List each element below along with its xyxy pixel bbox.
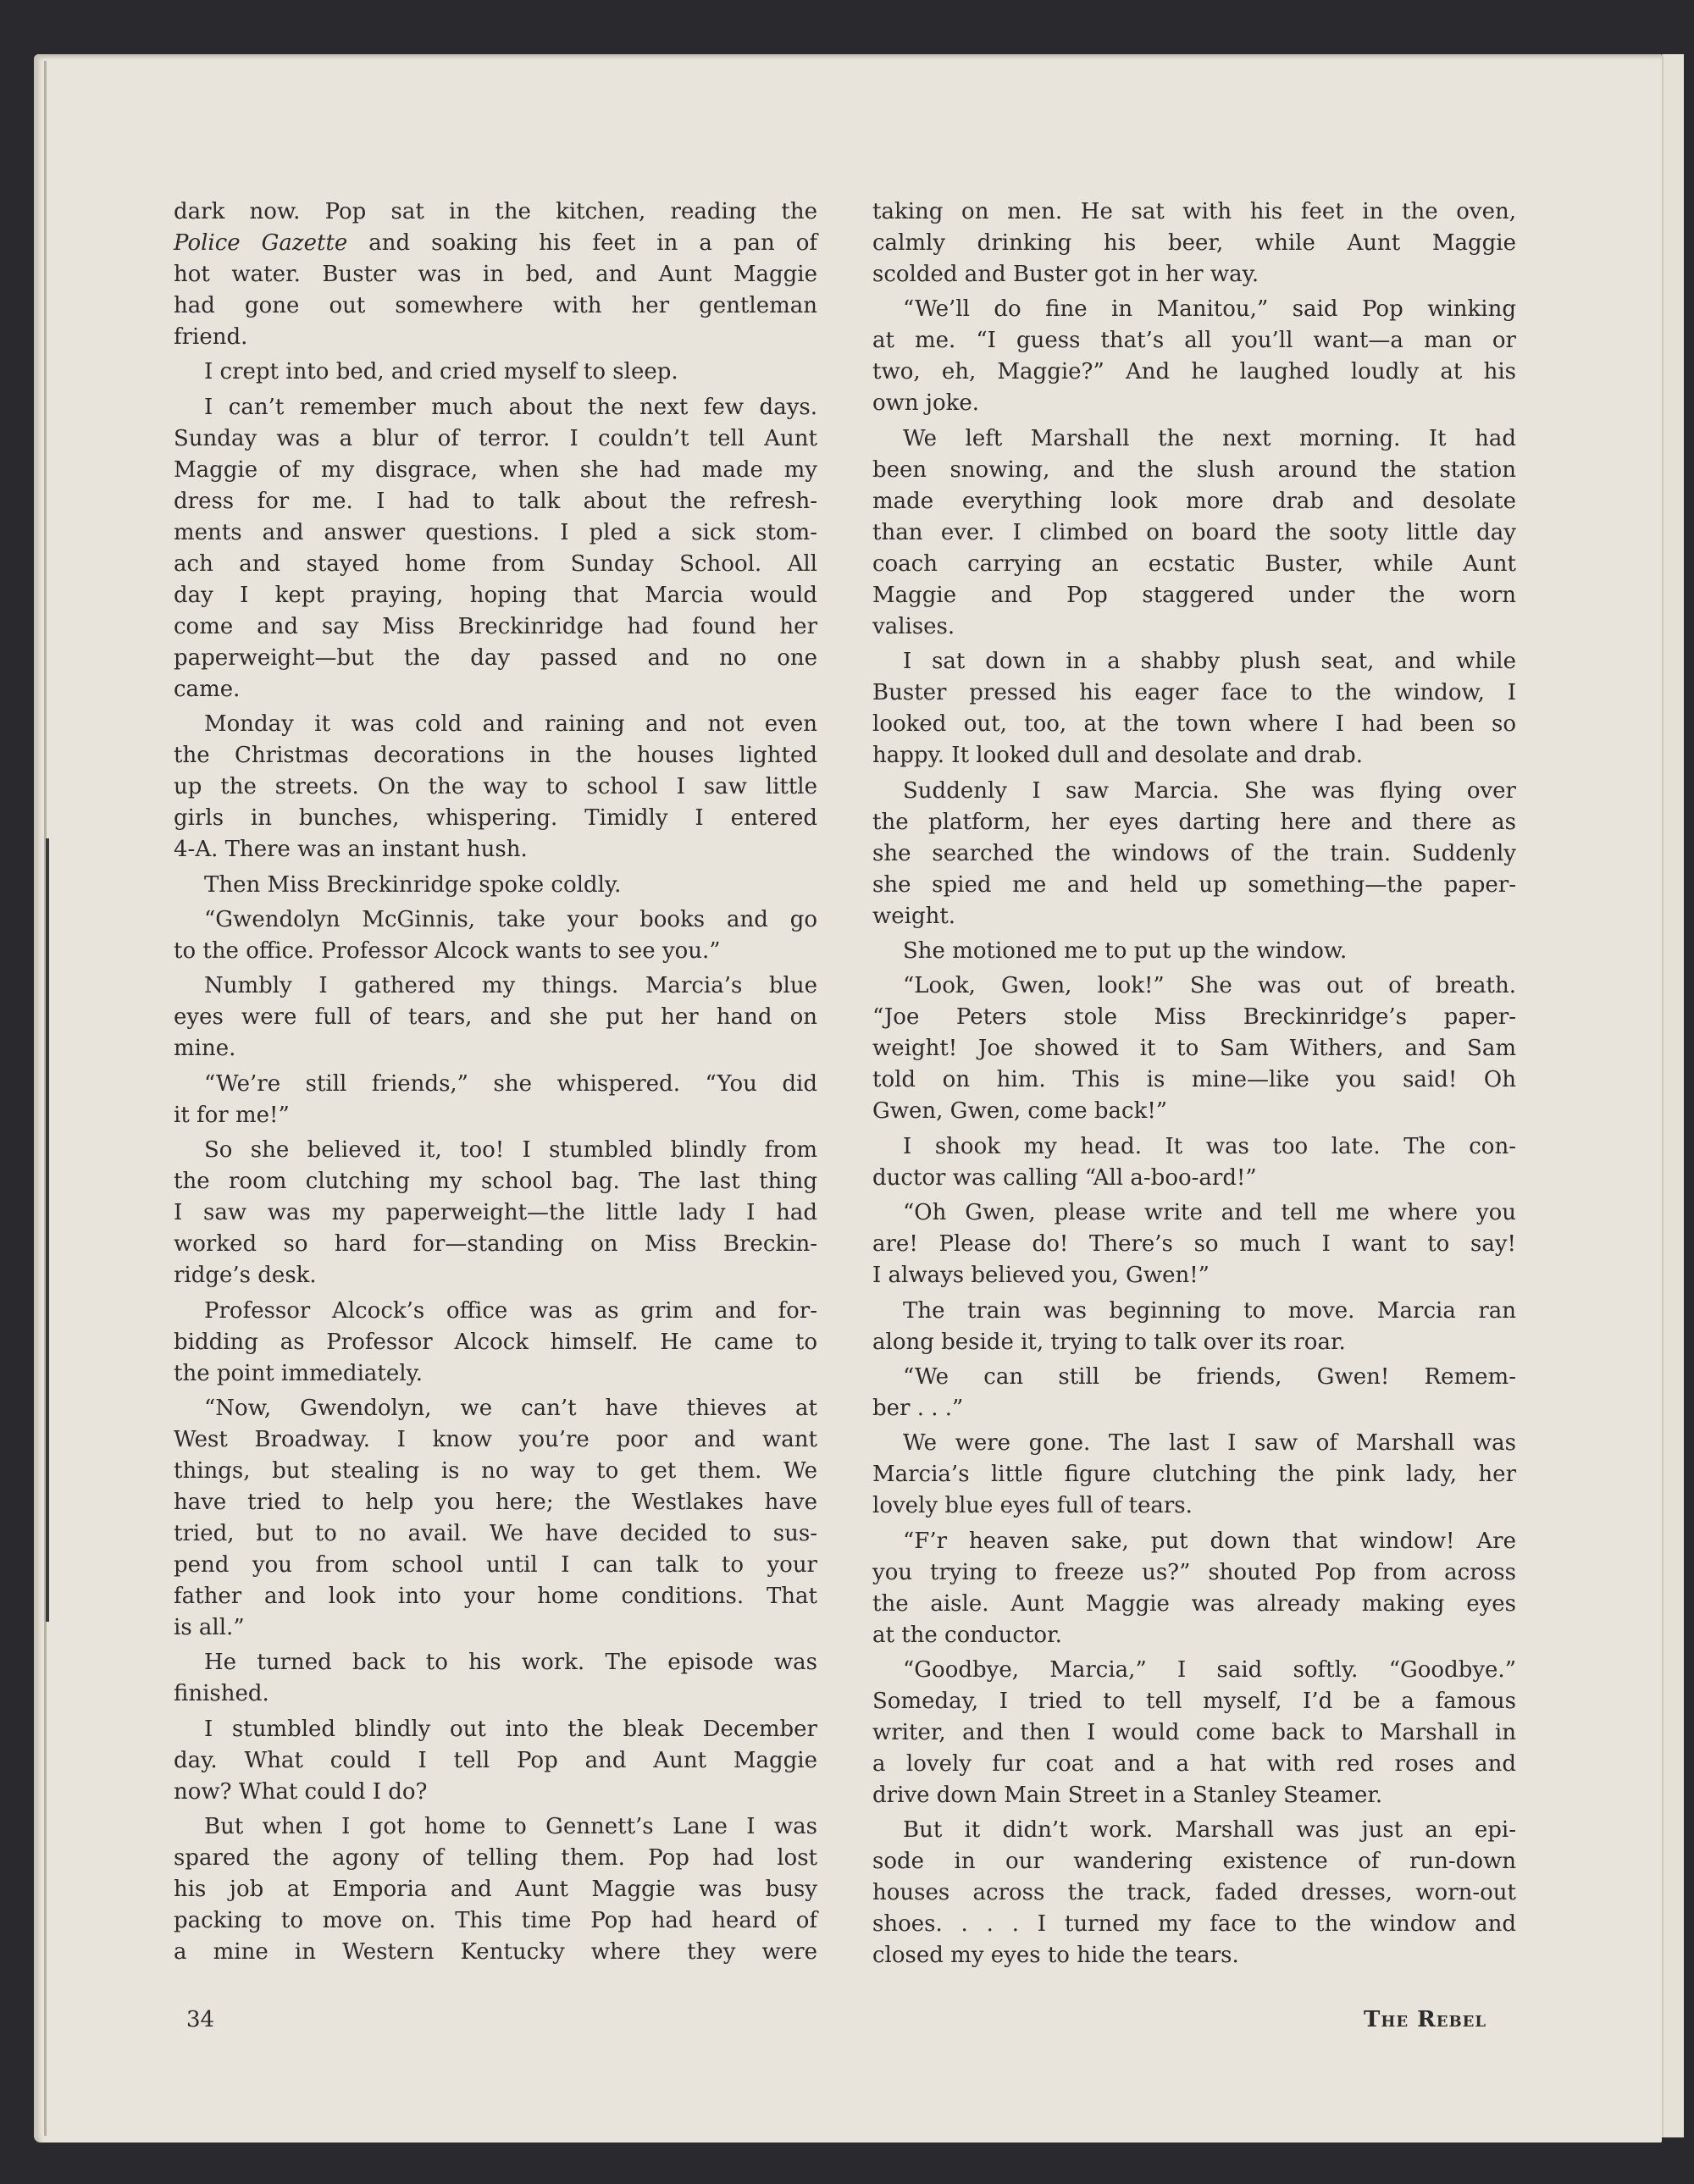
text-line: We were gone. The last I saw of Marshall was [903,1430,1516,1457]
text-line: But it didn’t work. Marshall was just an epi- [903,1817,1516,1844]
text-line: it for me!” [174,1102,290,1128]
scan-artifact-line [46,838,49,1622]
paragraph [872,936,1516,967]
text-line: Then Miss Breckinridge spoke coldly. [204,871,622,898]
paragraph [872,1296,1516,1358]
paragraph [174,1135,817,1291]
text-line: Suddenly I saw Marcia. She was flying over [903,777,1516,804]
text-line: ments and answer questions. I pled a sick stom- [174,519,817,545]
right-text-column [872,196,1516,1976]
paragraph [872,1197,1516,1291]
text-line: dress for me. I had to talk about the refresh- [174,488,817,514]
text-line: shoes. . . . I turned my face to the window and [872,1911,1516,1938]
text-span: and soaking his feet in a pan of [347,230,817,256]
text-line: the platform, her eyes darting here and there as [872,809,1516,835]
text-line: been snowing, and the slush around the station [872,456,1516,483]
text-line: Sunday was a blur of terror. I couldn’t tell Aunt [174,425,817,451]
text-line: have tried to help you here; the Westlakes have [174,1489,817,1515]
text-line: weight. [872,903,956,929]
text-line: Maggie and Pop staggered under the worn [872,582,1516,608]
text-line: Professor Alcock’s office was as grim and for- [204,1297,817,1324]
paragraph [174,1714,817,1808]
paragraph [872,646,1516,771]
text-line: houses across the track, faded dresses, worn-out [872,1880,1516,1906]
text-line: I always believed you, Gwen!” [872,1263,1210,1289]
text-line: scolded and Buster got in her way. [872,262,1259,287]
text-line: packing to move on. This time Pop had heard of [174,1908,817,1934]
text-line: “Goodbye, Marcia,” I said softly. “Goodbye.” [903,1657,1516,1684]
paragraph [174,904,817,967]
text-line: West Broadway. I know you’re poor and want [174,1426,817,1452]
text-line: Monday it was cold and raining and not even [204,711,817,738]
text-line: eyes were full of tears, and she put her hand on [174,1004,817,1031]
text-line: at the conductor. [872,1622,1062,1648]
paragraph [872,1362,1516,1424]
italic-title: Police Gazette [174,230,348,256]
text-line: weight! Joe showed it to Sam Withers, and Sam [872,1036,1516,1062]
text-line: lovely blue eyes full of tears. [872,1493,1193,1519]
publication-title: The Rebel [1364,2007,1487,2032]
text-line: I stumbled blindly out into the bleak December [204,1716,817,1742]
text-line: up the streets. On the way to school I saw little [174,774,817,800]
text-line: than ever. I climbed on board the sooty little day [872,519,1516,545]
text-line: had gone out somewhere with her gentleman [174,293,817,318]
paragraph [174,709,817,865]
text-line: sode in our wandering existence of run-down [872,1849,1516,1875]
text-line: own joke. [872,390,980,417]
text-line: the room clutching my school bag. The last thing [174,1169,817,1195]
text-line: day. What could I tell Pop and Aunt Maggie [174,1747,817,1773]
text-line: a lovely fur coat and a hat with red roses and [872,1751,1516,1778]
text-line: “Oh Gwen, please write and tell me where you [903,1200,1516,1226]
text-line: Someday, I tried to tell myself, I’d be a famous [872,1689,1516,1715]
text-line: I can’t remember much about the next few days. [204,394,817,420]
text-line: We left Marshall the next morning. It had [903,425,1516,451]
paragraph [174,196,817,353]
text-line: the Christmas decorations in the houses lighted [174,743,817,769]
text-line: ridge’s desk. [174,1263,317,1289]
text-line: at me. “I guess that’s all you’ll want—a man or [872,328,1516,354]
text-line [174,228,817,259]
paragraph [872,1131,1516,1194]
text-line: father and look into your home conditions. That [174,1583,817,1609]
text-line: closed my eyes to hide the tears. [872,1943,1239,1969]
text-line: Maggie of my disgrace, when she had made my [174,456,817,483]
text-line: mine. [174,1036,236,1062]
text-line: “We’ll do fine in Manitou,” said Pop winking [903,296,1516,323]
text-line: pend you from school until I can talk to your [174,1551,817,1578]
text-line: Buster pressed his eager face to the window, I [872,680,1516,706]
text-line: “Now, Gwendolyn, we can’t have thieves at [204,1395,817,1421]
text-line: came. [174,676,241,702]
paragraph [174,1069,817,1131]
text-line: happy. It looked dull and desolate and drab. [872,743,1363,769]
text-line: you trying to freeze us?” shouted Pop from across [872,1559,1516,1585]
text-line: paperweight—but the day passed and no one [174,644,817,671]
text-line: She motioned me to put up the window. [903,937,1348,964]
text-line: dark now. Pop sat in the kitchen, reading the [174,199,817,224]
text-line: coach carrying an ecstatic Buster, while Aunt [872,550,1516,577]
paragraph [872,1526,1516,1651]
text-line: is all.” [174,1614,245,1640]
text-line: ductor was calling “All a-boo-ard!” [872,1164,1257,1191]
text-line: things, but stealing is no way to get them. We [174,1457,817,1484]
paragraph [872,1655,1516,1811]
paragraph [872,1428,1516,1522]
text-line: she spied me and held up something—the paper- [872,871,1516,898]
text-line: the aisle. Aunt Maggie was already making eyes [872,1590,1516,1617]
text-line: the point immediately. [174,1360,424,1386]
text-line: finished. [174,1681,269,1707]
text-line: spared the agony of telling them. Pop had lost [174,1845,817,1872]
text-line: to the office. Professor Alcock wants to see you.” [174,937,721,964]
text-line: valises. [872,613,955,639]
text-line: told on him. This is mine—like you said! Oh [872,1067,1516,1093]
paragraph [174,1393,817,1644]
paragraph [872,776,1516,932]
paragraph [872,294,1516,419]
text-line: 4-A. There was an instant hush. [174,837,528,863]
text-line: made everything look more drab and desolate [872,488,1516,514]
text-line: come and say Miss Breckinridge had found her [174,613,817,639]
text-line: his job at Emporia and Aunt Maggie was busy [174,1877,817,1903]
text-line: now? What could I do? [174,1778,428,1805]
page-number: 34 [186,2007,215,2032]
text-line: The train was beginning to move. Marcia ran [903,1297,1516,1324]
text-line: tried, but to no avail. We have decided to sus- [174,1520,817,1546]
text-line: So she believed it, too! I stumbled blindly from [204,1137,817,1164]
text-line: are! Please do! There’s so much I want to say! [872,1231,1516,1258]
text-line: girls in bunches, whispering. Timidly I entered [174,805,817,832]
text-line: Numbly I gathered my things. Marcia’s blue [204,973,817,999]
text-line: ach and stayed home from Sunday School. All [174,550,817,577]
text-line: writer, and then I would come back to Marshall in [872,1720,1516,1746]
text-line: “We’re still friends,” she whispered. “You did [204,1070,817,1097]
paragraph [872,970,1516,1127]
text-line: along beside it, trying to talk over its roar. [872,1329,1346,1355]
text-line: “Joe Peters stole Miss Breckinridge’s paper- [872,1004,1516,1031]
text-line: friend. [174,324,248,350]
paragraph [174,1296,817,1390]
next-page-edge [1662,54,1684,2137]
text-line: I crept into bed, and cried myself to sleep. [204,359,678,385]
paragraph [174,870,817,901]
text-line: “We can still be friends, Gwen! Remem- [903,1363,1516,1390]
text-line: Marcia’s little figure clutching the pink lady, her [872,1462,1516,1488]
paragraph [872,196,1516,290]
paragraph [174,1647,817,1710]
text-line: worked so hard for—standing on Miss Breckin- [174,1231,817,1258]
text-line: Gwen, Gwen, come back!” [872,1098,1168,1125]
paragraph [174,357,817,388]
paragraph [872,1815,1516,1971]
paragraph [872,423,1516,643]
text-line: But when I got home to Gennett’s Lane I was [204,1814,817,1840]
text-line: drive down Main Street in a Stanley Steamer. [872,1783,1383,1809]
text-line: two, eh, Maggie?” And he laughed loudly at his [872,359,1516,385]
text-line: calmly drinking his beer, while Aunt Maggie [872,230,1516,256]
text-line: she searched the windows of the train. Suddenly [872,840,1516,866]
text-line: I saw was my paperweight—the little lady I had [174,1200,817,1226]
text-line: hot water. Buster was in bed, and Aunt Maggie [174,262,817,287]
text-line: a mine in Western Kentucky where they were [174,1939,817,1966]
text-line: ber . . .” [872,1395,964,1421]
text-line: “Look, Gwen, look!” She was out of breath. [903,973,1516,999]
paragraph [174,392,817,705]
paragraph [174,970,817,1064]
paragraph [174,1811,817,1968]
text-line: looked out, too, at the town where I had been so [872,711,1516,738]
text-line: “F’r heaven sake, put down that window! Are [903,1528,1516,1554]
text-line: taking on men. He sat with his feet in the oven, [872,199,1516,224]
text-line: day I kept praying, hoping that Marcia would [174,582,817,608]
text-line: He turned back to his work. The episode was [204,1650,817,1676]
text-line: bidding as Professor Alcock himself. He came to [174,1329,817,1355]
text-line: I sat down in a shabby plush seat, and while [903,649,1516,675]
text-line: I shook my head. It was too late. The con- [903,1133,1516,1159]
left-text-column [174,196,817,1971]
text-line: “Gwendolyn McGinnis, take your books and go [204,906,817,932]
